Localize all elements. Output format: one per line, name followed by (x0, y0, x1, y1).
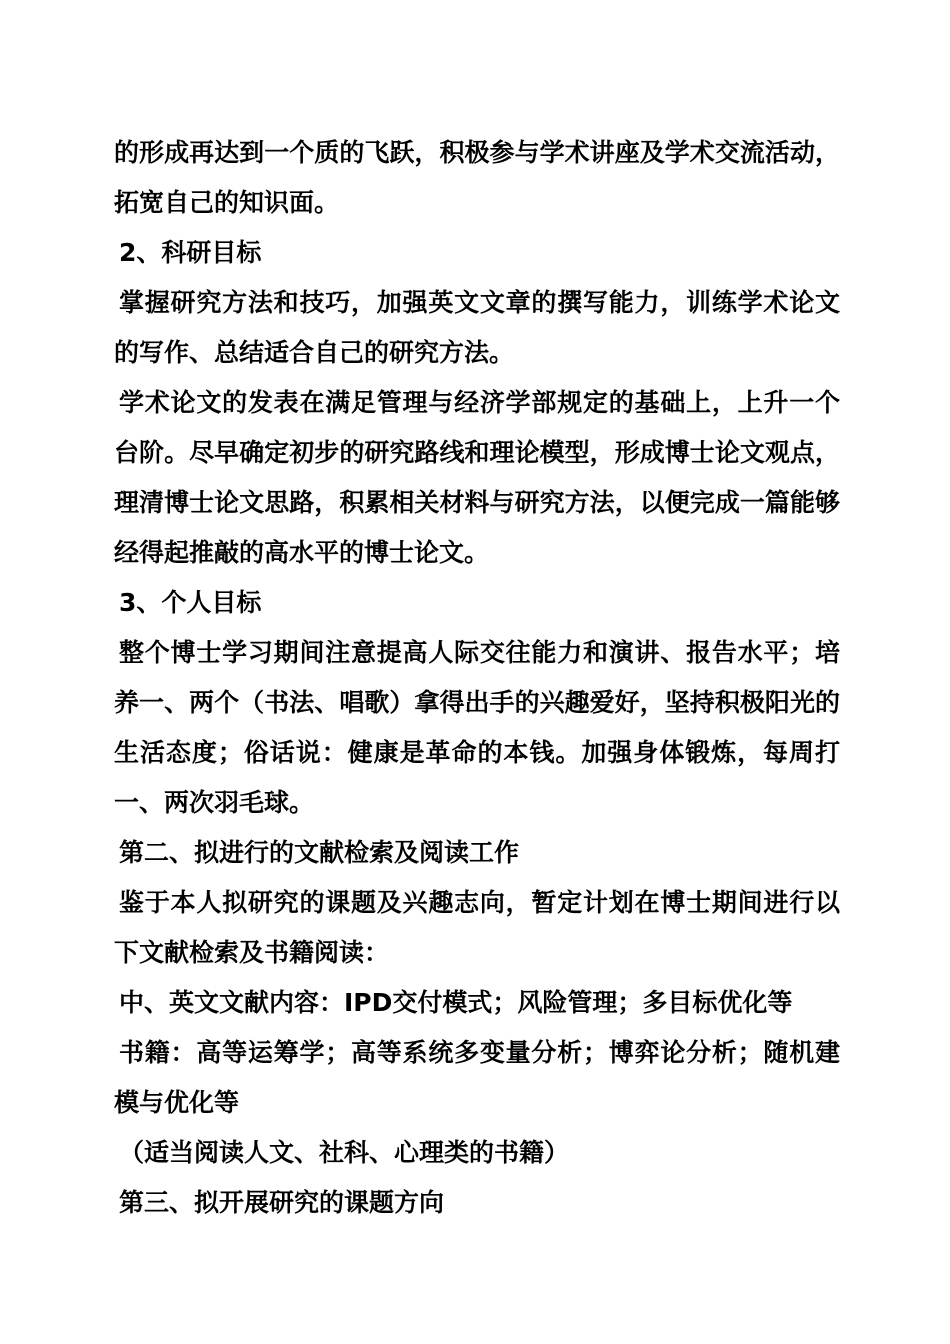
heading-literature-review: 第二、拟进行的文献检索及阅读工作 (119, 838, 520, 867)
paragraph-literature-plan: 鉴于本人拟研究的课题及兴趣志向，暂定计划在博士期间进行以下文献检索及书籍阅读： (114, 888, 840, 967)
document-body (114, 128, 840, 1228)
paragraph-research-methods: 掌握研究方法和技巧，加强英文文章的撰写能力，训练学术论文的写作、总结适合自己的研究方法。 (114, 288, 840, 367)
paragraph-literature-topics: 中、英文文献内容：IPD交付模式；风险管理；多目标优化等 (119, 988, 793, 1017)
paragraph-continuation: 的形成再达到一个质的飞跃，积极参与学术讲座及学术交流活动，拓宽自己的知识面。 (114, 138, 840, 217)
heading-personal-goal: 3、个人目标 (119, 588, 262, 617)
paragraph-personal-goal: 整个博士学习期间注意提高人际交往能力和演讲、报告水平；培养一、两个（书法、唱歌）拿得出手的兴趣爱好，坚持积极阳光的生活态度；俗话说：健康是革命的本钱。加强身体锻炼，每周打一、两次羽毛球。 (114, 638, 840, 817)
heading-research-goal: 2、科研目标 (119, 238, 262, 267)
paragraph-extra-reading: （适当阅读人文、社科、心理类的书籍） (119, 1138, 570, 1167)
paragraph-academic-papers: 学术论文的发表在满足管理与经济学部规定的基础上，上升一个台阶。尽早确定初步的研究路线和理论模型，形成博士论文观点，理清博士论文思路，积累相关材料与研究方法，以便完成一篇能够经得起推敲的高水平的博士论文。 (114, 388, 840, 567)
paragraph-books: 书籍：高等运筹学；高等系统多变量分析；博弈论分析；随机建模与优化等 (114, 1038, 840, 1117)
heading-research-direction: 第三、拟开展研究的课题方向 (119, 1188, 445, 1217)
